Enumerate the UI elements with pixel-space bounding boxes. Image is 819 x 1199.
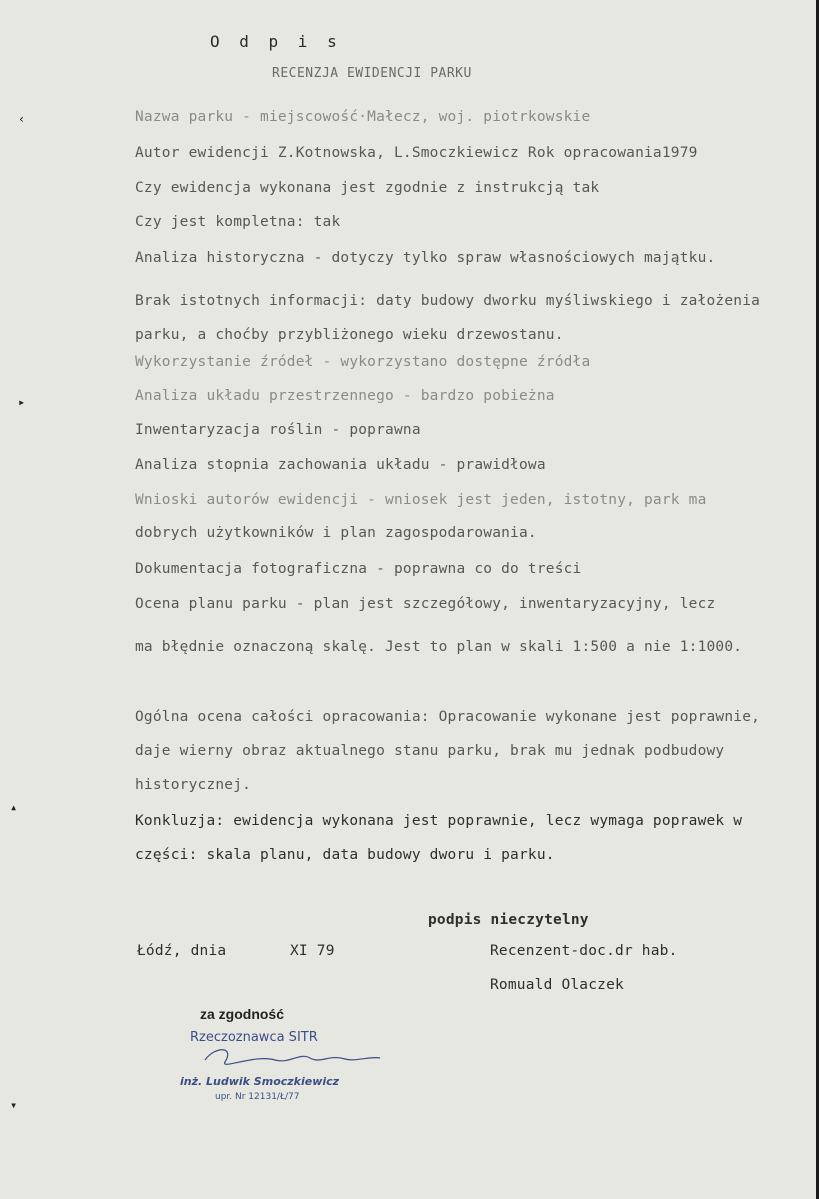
margin-mark: ▴ [10, 800, 18, 814]
document-heading: O d p i s [210, 32, 342, 51]
line-conclusion: Konkluzja: ewidencja wykonana jest poprawnie, lecz wymaga poprawek w części: skala planu, data budowy dworu i parku. [135, 813, 743, 863]
line-plants: Inwentaryzacja roślin - poprawna [135, 422, 421, 438]
margin-mark: ▸ [18, 395, 26, 409]
line-missing-info: Brak istotnych informacji: daty budowy dworku myśliwskiego i założenia parku, a choćby przybliżonego wieku drzewostanu. [135, 293, 761, 343]
line-compliance: Czy ewidencja wykonana jest zgodnie z instrukcją tak [135, 180, 600, 196]
line-overall: Ogólna ocena całości opracowania: Opracowanie wykonane jest poprawnie, daje wierny obraz aktualnego stanu parku, brak mu jednak podbudowy historycznej. [135, 709, 761, 793]
margin-mark: ▾ [10, 1098, 18, 1112]
line-plan-2: ma błędnie oznaczoną skalę. Jest to plan w skali 1:500 a nie 1:1000. [135, 639, 743, 655]
reviewer-name: Romuald Olaczek [490, 977, 624, 993]
line-sources: Wykorzystanie źródeł - wykorzystano dostępne źródła [135, 354, 591, 370]
date-value: XI 79 [290, 943, 335, 959]
line-park-name: Nazwa parku - miejscowość·Małecz, woj. piotrkowskie [135, 109, 591, 125]
line-complete: Czy jest kompletna: tak [135, 214, 341, 230]
stamp-name: inż. Ludwik Smoczkiewicz [180, 1075, 340, 1088]
line-preservation: Analiza stopnia zachowania układu - prawidłowa [135, 457, 546, 473]
line-photo: Dokumentacja fotograficzna - poprawna co do treści [135, 561, 582, 577]
line-plan-1: Ocena planu parku - plan jest szczegółowy, inwentaryzacyjny, lecz [135, 596, 716, 612]
stamp-title: Rzeczoznawca SITR [190, 1030, 318, 1045]
place-date-label: Łódź, dnia [137, 943, 227, 959]
handwritten-signature [195, 1042, 385, 1072]
certification-label: za zgodność [200, 1006, 285, 1022]
stamp-registration: upr. Nr 12131/Ł/77 [215, 1092, 300, 1102]
line-conclusions-2: dobrych użytkowników i plan zagospodarowania. [135, 525, 537, 541]
margin-mark: ‹ [18, 112, 26, 126]
reviewer-role: Recenzent-doc.dr hab. [490, 943, 678, 959]
line-conclusions-1: Wnioski autorów ewidencji - wniosek jest jeden, istotny, park ma [135, 492, 707, 508]
line-author: Autor ewidencji Z.Kotnowska, L.Smoczkiewicz Rok opracowania1979 [135, 145, 698, 161]
document-subtitle: RECENZJA EWIDENCJI PARKU [272, 66, 472, 81]
line-historical: Analiza historyczna - dotyczy tylko spraw własnościowych majątku. [135, 250, 716, 266]
line-spatial: Analiza układu przestrzennego - bardzo pobieżna [135, 388, 555, 404]
signature-note: podpis nieczytelny [428, 912, 589, 928]
